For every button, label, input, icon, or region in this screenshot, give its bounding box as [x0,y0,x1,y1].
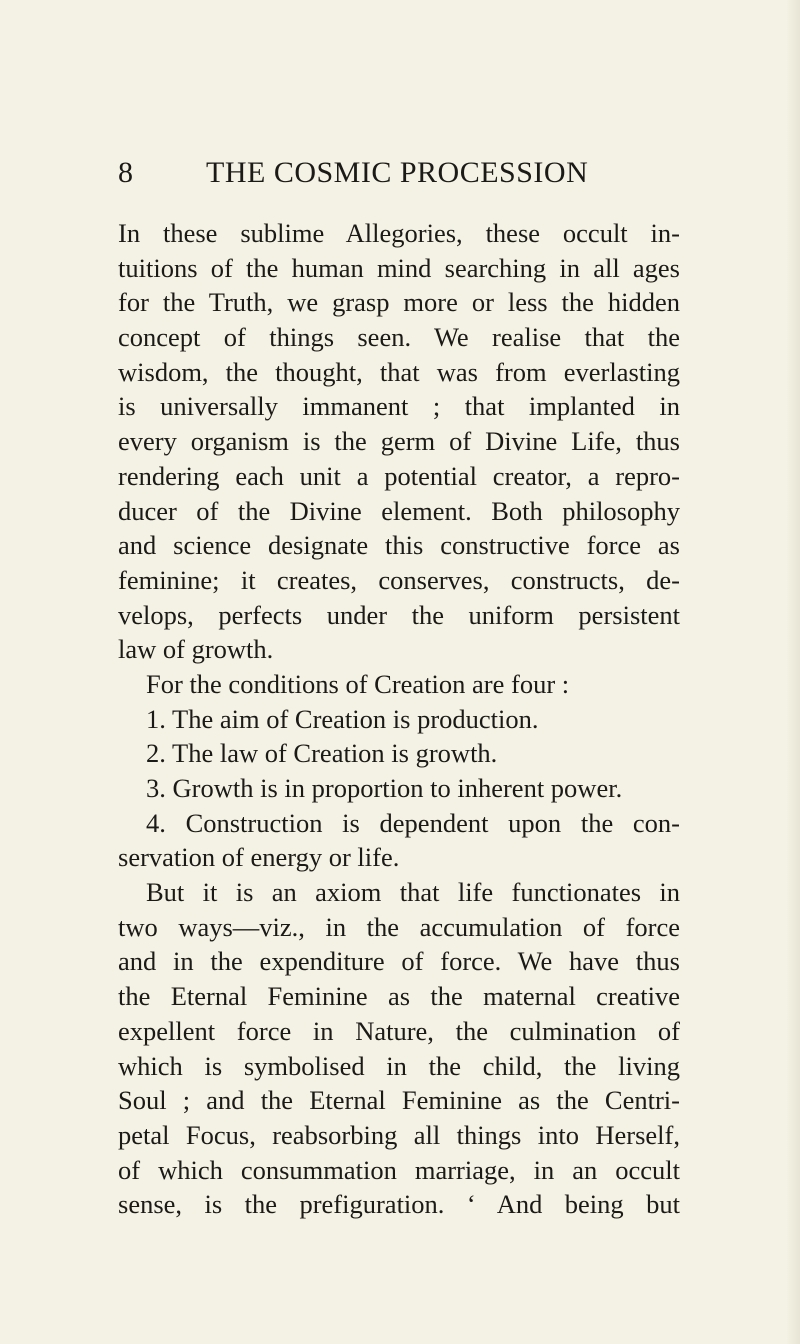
text-line: wisdom, the thought, that was from everlasting [118,356,680,387]
text-line: velops, perfects under the uniform persistent [118,599,680,630]
list-item: 1. The aim of Creation is production. [146,703,539,734]
text-line: feminine; it creates, conserves, constructs, de- [118,564,680,595]
text-line: rendering each unit a potential creator, a repro- [118,460,680,491]
list-item: 2. The law of Creation is growth. [146,738,498,769]
text-line: and science designate this constructive force as [118,530,680,561]
list-item: 3. Growth is in proportion to inherent power. [146,773,623,803]
text-line: the Eternal Feminine as the maternal creative [118,981,680,1012]
text-line: But it is an axiom that life functionates in [146,877,680,908]
text-line: and in the expenditure of force. We have thus [118,946,680,977]
text-line: petal Focus, reabsorbing all things into Herself, [118,1119,680,1150]
text-line: sense, is the prefiguration. ‘ And being but [118,1189,680,1220]
page-edge-shade [786,0,800,1344]
text-line: expellent force in Nature, the culmination of [118,1015,680,1046]
text-line: of which consummation marriage, in an occult [118,1154,680,1185]
running-head [118,156,678,196]
list-item: 4. Construction is dependent upon the con- [146,807,680,838]
body-text [118,216,680,1222]
text-line: every organism is the germ of Divine Life, thus [118,426,680,457]
text-line: for the Truth, we grasp more or less the hidden [118,287,680,318]
page-number: 8 [118,156,134,189]
text-line: which is symbolised in the child, the living [118,1050,680,1081]
text-line: tuitions of the human mind searching in all ages [118,252,680,283]
text-line: is universally immanent ; that implanted in [118,391,680,422]
running-title: THE COSMIC PROCESSION [206,156,589,189]
text-line: Soul ; and the Eternal Feminine as the Centri- [118,1085,680,1116]
text-line: For the conditions of Creation are four : [146,668,570,699]
text-line: law of growth. [118,634,274,665]
text-line: ducer of the Divine element. Both philosophy [118,495,680,526]
text-line: concept of things seen. We realise that the [118,322,680,353]
text-line: In these sublime Allegories, these occult in- [118,218,680,248]
text-line: two ways—viz., in the accumulation of force [118,911,680,942]
text-line: servation of energy or life. [118,842,400,873]
